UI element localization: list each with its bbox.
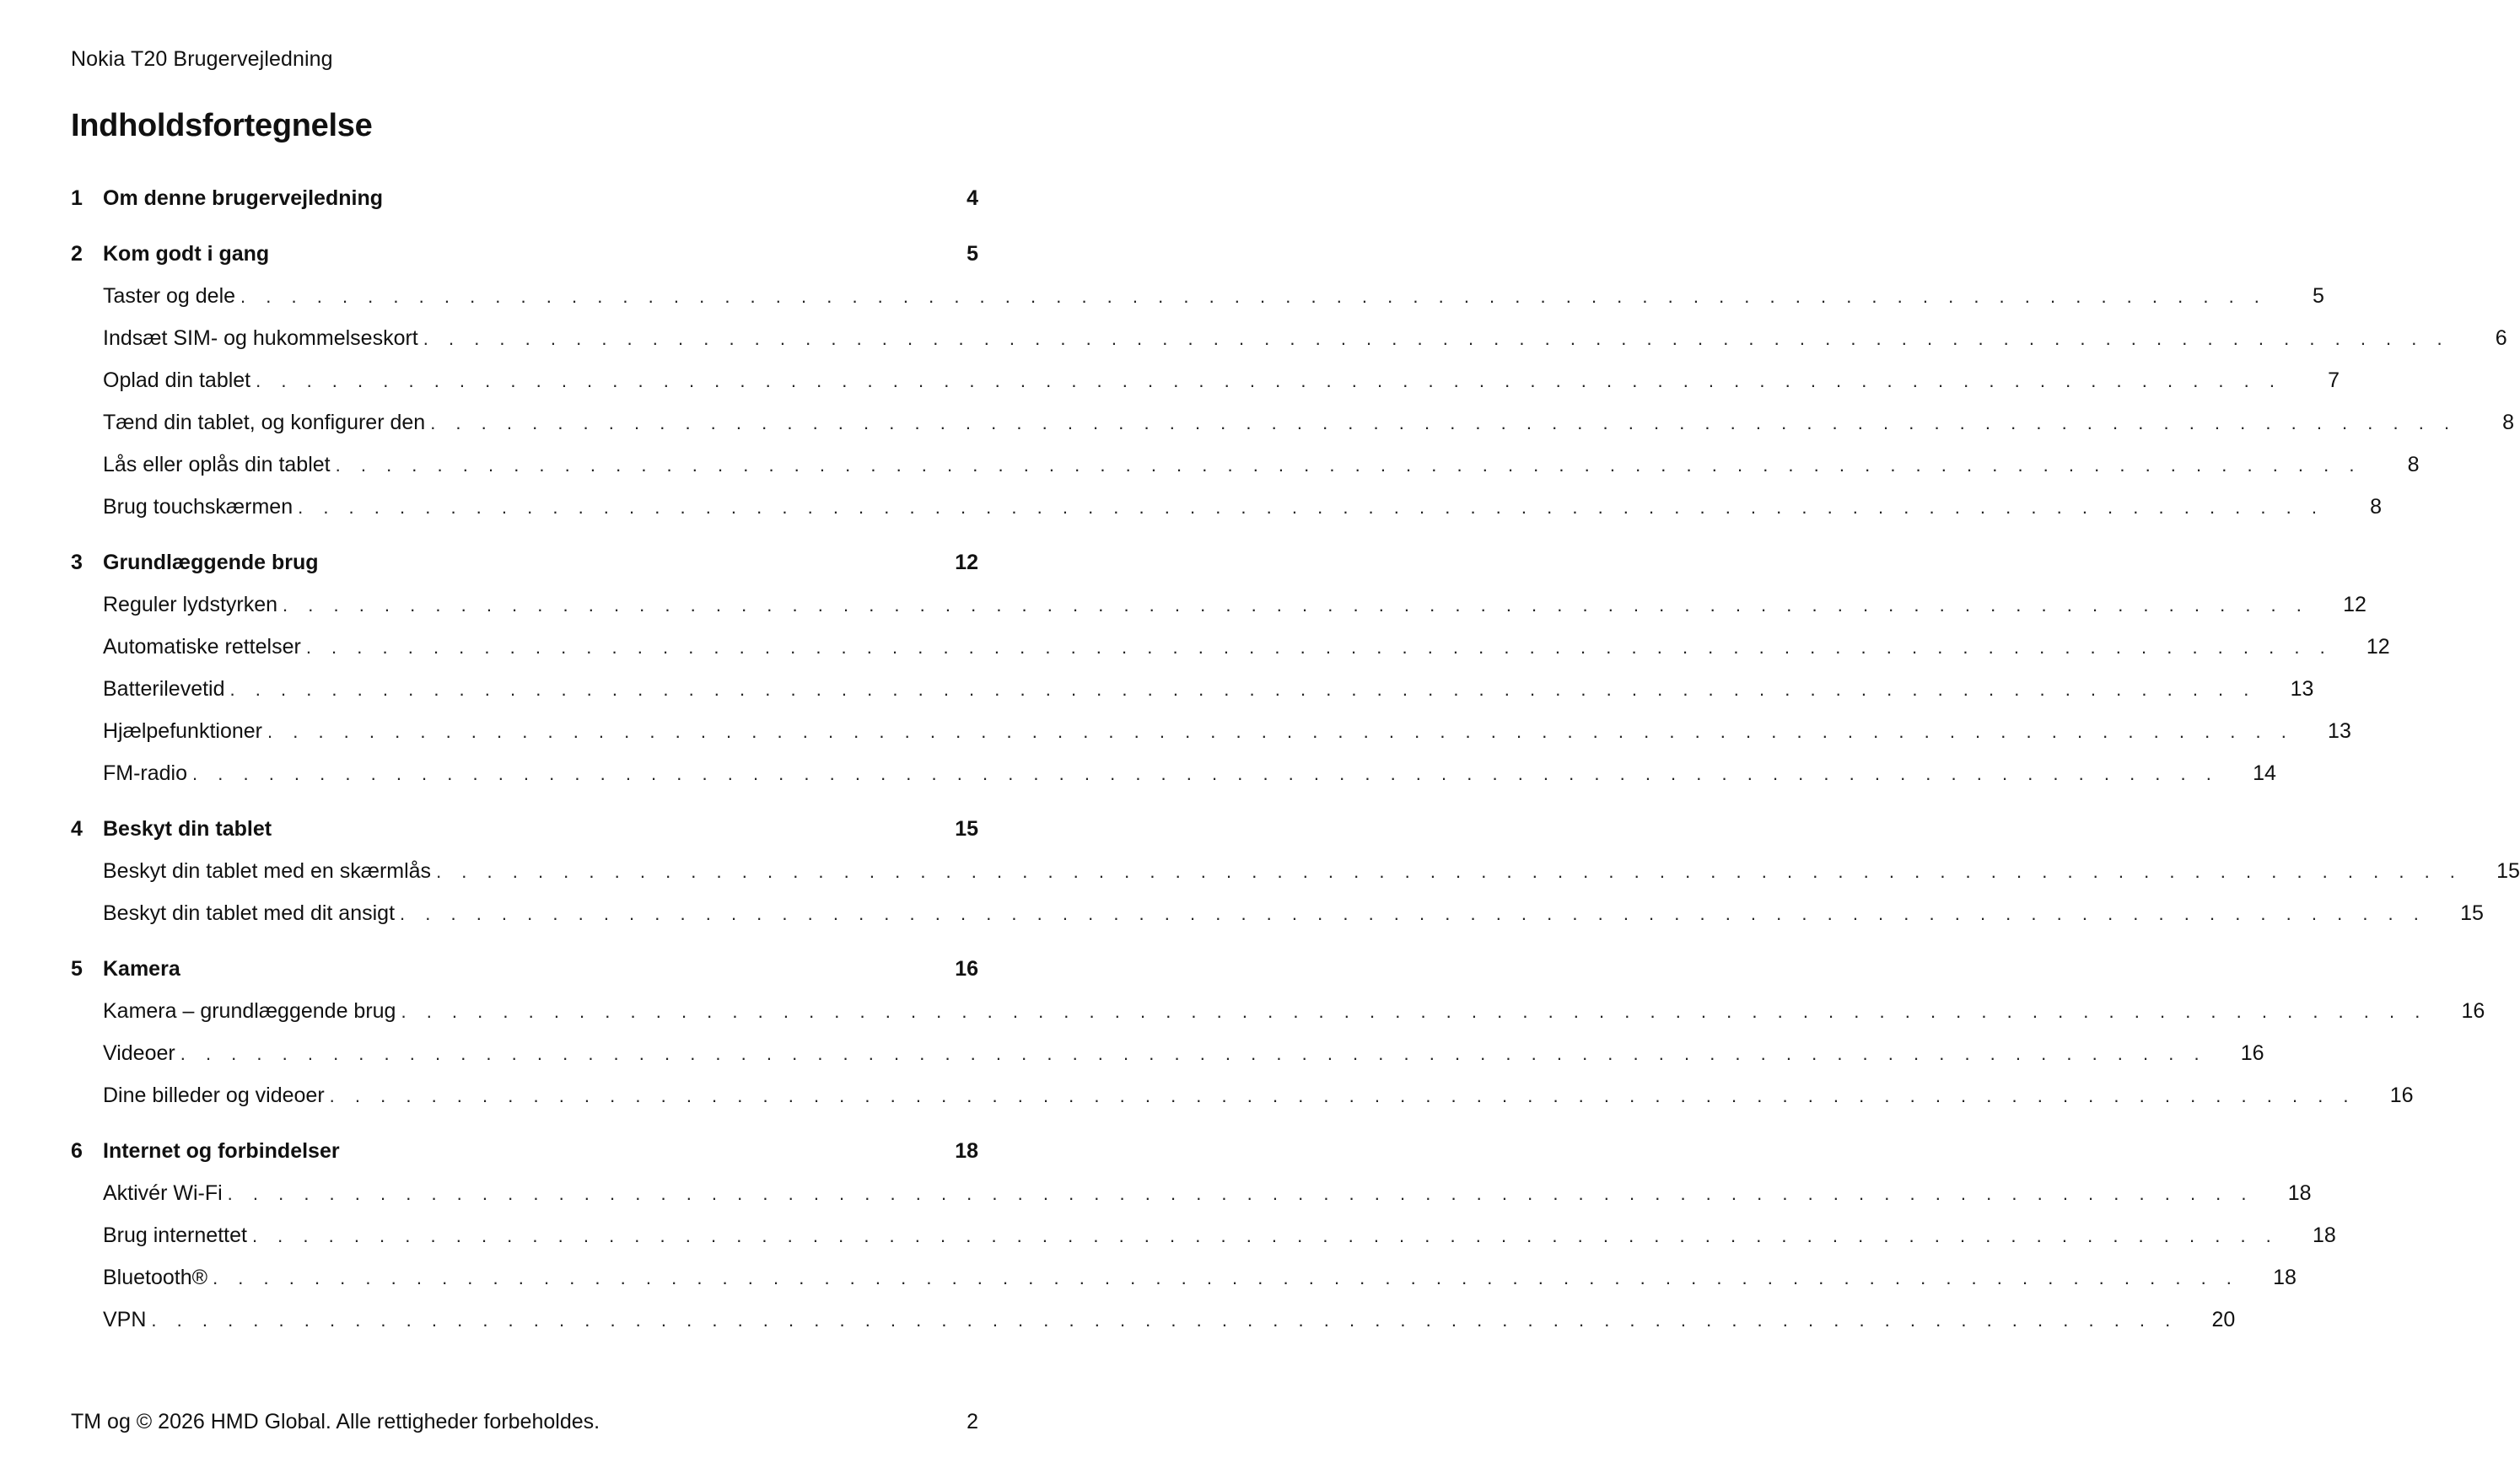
page-footer bbox=[71, 1410, 978, 1434]
toc-entry[interactable] bbox=[71, 584, 2367, 626]
section-number: 2 bbox=[71, 242, 83, 266]
toc-section bbox=[71, 541, 2390, 794]
dot-leader: . . . . . . . . . . . . . . . . . . . . . . . . . . . . . . . . . . . . . . . . . . . . . . . . . . . . . . . . . . . . . . . . . . . . . . . . . . . . . . . . bbox=[229, 679, 2257, 700]
entry-page: 20 bbox=[2211, 1308, 2236, 1331]
toc-entry[interactable] bbox=[71, 850, 2520, 892]
entry-page: 5 bbox=[2313, 284, 2324, 308]
toc-entry[interactable] bbox=[71, 752, 2276, 794]
entry-title: Indsæt SIM- og hukommelseskort bbox=[103, 326, 418, 350]
entry-page: 13 bbox=[2290, 677, 2314, 701]
toc-section-row[interactable] bbox=[71, 541, 978, 584]
toc-section-row[interactable] bbox=[71, 177, 978, 219]
dot-leader: . . . . . . . . . . . . . . . . . . . . . . . . . . . . . . . . . . . . . . . . . . . . . . . . . . . . . . . . . . . . . . . . . . . . . . . . . . . . . . . . bbox=[180, 1043, 2207, 1064]
entry-title: Aktivér Wi-Fi bbox=[103, 1181, 223, 1205]
entry-title: Batterilevetid bbox=[103, 677, 225, 701]
entry-page: 15 bbox=[2460, 901, 2484, 925]
entry-page: 12 bbox=[2366, 635, 2390, 659]
dot-leader: . . . . . . . . . . . . . . . . . . . . . . . . . . . . . . . . . . . . . . . . . . . . . . . . . . . . . . . . . . . . . . . . . . . . . . . . . . . . . . . . bbox=[267, 721, 2294, 742]
section-number: 3 bbox=[71, 551, 83, 574]
section-page: 12 bbox=[955, 551, 978, 574]
entry-title: Beskyt din tablet med en skærmlås bbox=[103, 859, 432, 883]
dot-leader: . . . . . . . . . . . . . . . . . . . . . . . . . . . . . . . . . . . . . . . . . . . . . . . . . . . . . . . . . . . . . . . . . . . . . . . . . . . . . . . . bbox=[335, 454, 2362, 476]
toc-entry[interactable] bbox=[71, 1032, 2264, 1074]
toc-entry[interactable] bbox=[71, 990, 2485, 1032]
dot-leader: . . . . . . . . . . . . . . . . . . . . . . . . . . . . . . . . . . . . . . . . . . . . . . . . . . . . . . . . . . . . . . . . . . . . . . . . . . . . . . . . bbox=[305, 637, 2333, 658]
toc-section bbox=[71, 233, 2515, 528]
toc-entry[interactable] bbox=[71, 892, 2484, 934]
entry-page: 18 bbox=[2273, 1266, 2297, 1289]
dot-leader: . . . . . . . . . . . . . . . . . . . . . . . . . . . . . . . . . . . . . . . . . . . . . . . . . . . . . . . . . . . . . . . . . . . . . . . . . . . . . . . . bbox=[227, 1183, 2254, 1204]
dot-leader: . . . . . . . . . . . . . . . . . . . . . . . . . . . . . . . . . . . . . . . . . . . . . . . . . . . . . . . . . . . . . . . . . . . . . . . . . . . . . . . . bbox=[436, 861, 2463, 882]
toc-entry[interactable] bbox=[71, 710, 2351, 752]
entry-title: Lås eller oplås din tablet bbox=[103, 453, 331, 476]
entry-title: Oplad din tablet bbox=[103, 368, 251, 392]
entry-title: Brug internettet bbox=[103, 1224, 247, 1247]
entry-title: Dine billeder og videoer bbox=[103, 1084, 325, 1107]
entry-title: Hjælpefunktioner bbox=[103, 719, 262, 743]
entry-title: Automatiske rettelser bbox=[103, 635, 301, 659]
section-title: Om denne brugervejledning bbox=[103, 186, 383, 210]
entry-page: 16 bbox=[2389, 1084, 2414, 1107]
dot-leader: . . . . . . . . . . . . . . . . . . . . . . . . . . . . . . . . . . . . . . . . . . . . . . . . . . . . . . . . . . . . . . . . . . . . . . . . . . . . . . . . bbox=[151, 1310, 2178, 1331]
entry-page: 18 bbox=[2312, 1224, 2336, 1247]
dot-leader: . . . . . . . . . . . . . . . . . . . . . . . . . . . . . . . . . . . . . . . . . . . . . . . . . . . . . . . . . . . . . . . . . . . . . . . . . . . . . . . . bbox=[401, 1001, 2428, 1022]
entry-page: 16 bbox=[2461, 999, 2485, 1023]
entry-page: 16 bbox=[2240, 1041, 2264, 1065]
dot-leader: . . . . . . . . . . . . . . . . . . . . . . . . . . . . . . . . . . . . . . . . . . . . . . . . . . . . . . . . . . . . . . . . . . . . . . . . . . . . . . . . bbox=[430, 412, 2458, 433]
section-page: 15 bbox=[955, 817, 978, 841]
dot-leader: . . . . . . . . . . . . . . . . . . . . . . . . . . . . . . . . . . . . . . . . . . . . . . . . . . . . . . . . . . . . . . . . . . . . . . . . . . . . . . . . bbox=[240, 286, 2267, 307]
section-number: 5 bbox=[71, 957, 83, 981]
dot-leader: . . . . . . . . . . . . . . . . . . . . . . . . . . . . . . . . . . . . . . . . . . . . . . . . . . . . . . . . . . . . . . . . . . . . . . . . . . . . . . . . bbox=[251, 1225, 2279, 1246]
entry-page: 6 bbox=[2495, 326, 2507, 350]
toc-section-row[interactable] bbox=[71, 233, 978, 275]
page-title: Indholdsfortegnelse bbox=[71, 108, 373, 143]
entry-title: Brug touchskærmen bbox=[103, 495, 293, 519]
entry-title: Videoer bbox=[103, 1041, 175, 1065]
entry-title: Bluetooth® bbox=[103, 1266, 208, 1289]
section-title: Internet og forbindelser bbox=[103, 1139, 340, 1163]
toc-entry[interactable] bbox=[71, 275, 2324, 317]
entry-title: Reguler lydstyrken bbox=[103, 593, 278, 616]
section-page: 5 bbox=[967, 242, 978, 266]
dot-leader: . . . . . . . . . . . . . . . . . . . . . . . . . . . . . . . . . . . . . . . . . . . . . . . . . . . . . . . . . . . . . . . . . . . . . . . . . . . . . . . . bbox=[213, 1267, 2239, 1288]
toc-section-row[interactable] bbox=[71, 948, 978, 990]
entry-title: Taster og dele bbox=[103, 284, 236, 308]
toc-section bbox=[71, 948, 2485, 1116]
dot-leader: . . . . . . . . . . . . . . . . . . . . . . . . . . . . . . . . . . . . . . . . . . . . . . . . . . . . . . . . . . . . . . . . . . . . . . . . . . . . . . . . bbox=[298, 497, 2324, 518]
toc-section-row[interactable] bbox=[71, 808, 978, 850]
section-number: 1 bbox=[71, 186, 83, 210]
entry-title: Beskyt din tablet med dit ansigt bbox=[103, 901, 396, 925]
section-title: Grundlæggende brug bbox=[103, 551, 319, 574]
toc-entry[interactable] bbox=[71, 401, 2515, 444]
entry-title: FM-radio bbox=[103, 761, 188, 785]
section-page: 18 bbox=[955, 1139, 978, 1163]
toc-entry[interactable] bbox=[71, 1214, 2336, 1256]
toc-entry[interactable] bbox=[71, 317, 2507, 359]
section-number: 6 bbox=[71, 1139, 83, 1163]
toc-entry[interactable] bbox=[71, 359, 2340, 401]
section-title: Beskyt din tablet bbox=[103, 817, 272, 841]
toc-entry[interactable] bbox=[71, 1299, 2236, 1341]
entry-page: 8 bbox=[2407, 453, 2420, 476]
entry-page: 15 bbox=[2496, 859, 2520, 883]
page-number: 2 bbox=[967, 1410, 978, 1433]
entry-title: Tænd din tablet, og konfigurer den bbox=[103, 411, 426, 434]
toc-entry[interactable] bbox=[71, 668, 2314, 710]
copyright-text: TM og © 2026 HMD Global. Alle rettigheder forbeholdes. bbox=[71, 1410, 600, 1433]
dot-leader: . . . . . . . . . . . . . . . . . . . . . . . . . . . . . . . . . . . . . . . . . . . . . . . . . . . . . . . . . . . . . . . . . . . . . . . . . . . . . . . . bbox=[192, 763, 2219, 784]
entry-title: Kamera – grundlæggende brug bbox=[103, 999, 396, 1023]
toc-section bbox=[71, 177, 978, 219]
entry-page: 8 bbox=[2370, 495, 2382, 519]
dot-leader: . . . . . . . . . . . . . . . . . . . . . . . . . . . . . . . . . . . . . . . . . . . . . . . . . . . . . . . . . . . . . . . . . . . . . . . . . . . . . . . . bbox=[400, 903, 2426, 924]
entry-page: 12 bbox=[2343, 593, 2367, 616]
dot-leader: . . . . . . . . . . . . . . . . . . . . . . . . . . . . . . . . . . . . . . . . . . . . . . . . . . . . . . . . . . . . . . . . . . . . . . . . . . . . . . . . bbox=[283, 594, 2309, 616]
entry-page: 18 bbox=[2287, 1181, 2312, 1205]
toc-entry[interactable] bbox=[71, 1256, 2297, 1299]
toc-section bbox=[71, 1130, 2336, 1341]
section-page: 16 bbox=[955, 957, 978, 981]
dot-leader: . . . . . . . . . . . . . . . . . . . . . . . . . . . . . . . . . . . . . . . . . . . . . . . . . . . . . . . . . . . . . . . . . . . . . . . . . . . . . . . . bbox=[256, 370, 2282, 391]
toc-entry[interactable] bbox=[71, 1172, 2312, 1214]
toc-section bbox=[71, 808, 2520, 934]
toc-entry[interactable] bbox=[71, 1074, 2414, 1116]
section-title: Kom godt i gang bbox=[103, 242, 270, 266]
dot-leader: . . . . . . . . . . . . . . . . . . . . . . . . . . . . . . . . . . . . . . . . . . . . . . . . . . . . . . . . . . . . . . . . . . . . . . . . . . . . . . . . bbox=[423, 328, 2450, 349]
page-header: Nokia T20 Brugervejledning bbox=[71, 47, 333, 71]
toc-entry[interactable] bbox=[71, 444, 2420, 486]
entry-page: 14 bbox=[2253, 761, 2276, 785]
section-number: 4 bbox=[71, 817, 83, 841]
entry-page: 8 bbox=[2502, 411, 2515, 434]
toc-entry[interactable] bbox=[71, 626, 2390, 668]
section-title: Kamera bbox=[103, 957, 180, 981]
section-page: 4 bbox=[967, 186, 978, 210]
dot-leader: . . . . . . . . . . . . . . . . . . . . . . . . . . . . . . . . . . . . . . . . . . . . . . . . . . . . . . . . . . . . . . . . . . . . . . . . . . . . . . . . bbox=[329, 1085, 2356, 1106]
entry-page: 7 bbox=[2328, 368, 2340, 392]
table-of-contents bbox=[71, 177, 2520, 1354]
entry-title: VPN bbox=[103, 1308, 147, 1331]
toc-entry[interactable] bbox=[71, 486, 2382, 528]
toc-section-row[interactable] bbox=[71, 1130, 978, 1172]
entry-page: 13 bbox=[2328, 719, 2351, 743]
